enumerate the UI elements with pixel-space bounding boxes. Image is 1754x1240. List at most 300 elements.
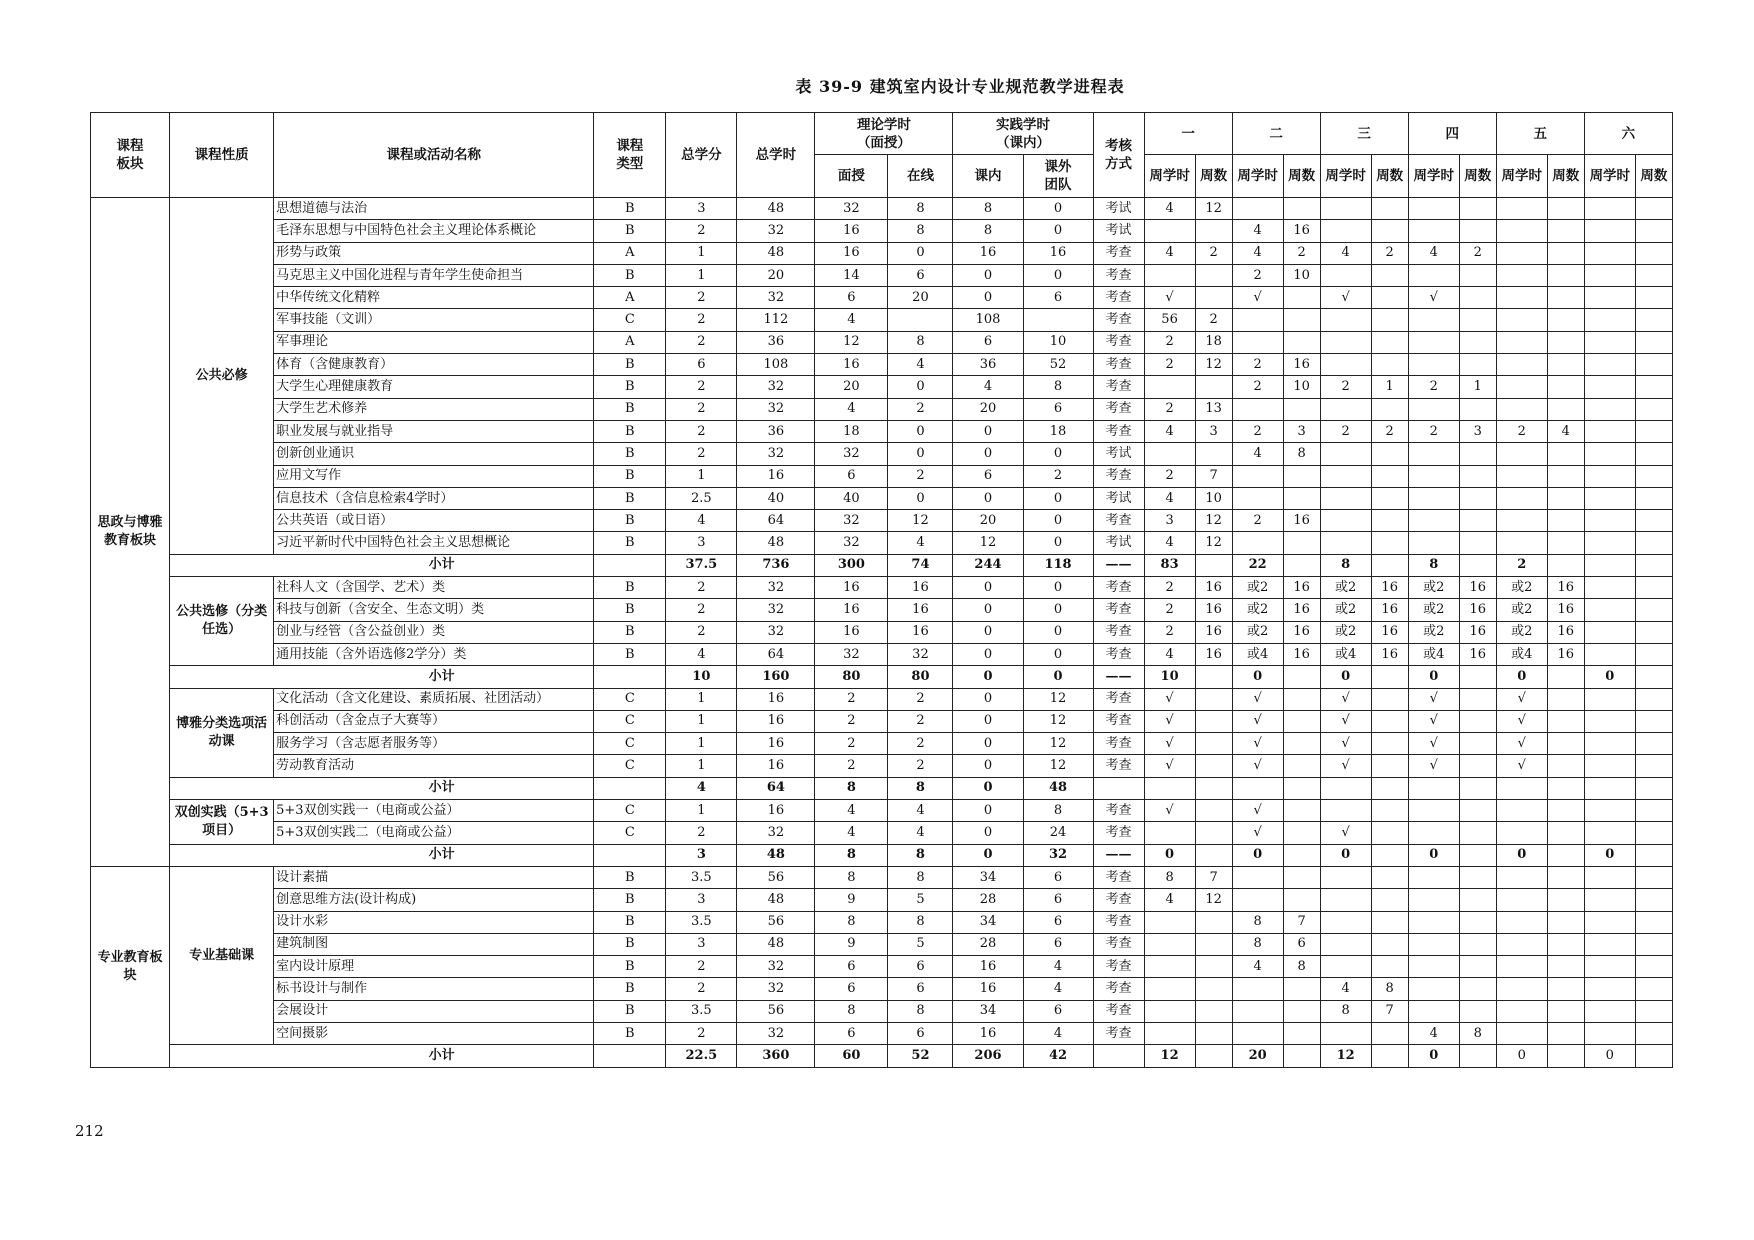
s4-week-hours xyxy=(1408,309,1459,331)
s1-week-hours: 4 xyxy=(1144,889,1195,911)
table-row xyxy=(91,532,1673,554)
s1-week-hours: √ xyxy=(1144,710,1195,732)
practice-outside: 12 xyxy=(1023,710,1093,732)
practice-outside: 0 xyxy=(1023,510,1093,532)
course-type: B xyxy=(594,420,666,442)
s1-week-hours xyxy=(1144,220,1195,242)
s4-week-hours xyxy=(1408,978,1459,1000)
s4-weeks xyxy=(1459,933,1496,955)
total-hours: 32 xyxy=(737,376,815,398)
practice-in-class: 0 xyxy=(953,621,1023,643)
s5-week-hours xyxy=(1496,198,1547,220)
s2-week-hours xyxy=(1232,331,1283,353)
exam-method: 考试 xyxy=(1093,198,1144,220)
s3-week-hours xyxy=(1320,487,1371,509)
practice-outside: 0 xyxy=(1023,599,1093,621)
total-hours: 36 xyxy=(737,420,815,442)
theory-online: 2 xyxy=(888,688,953,710)
table-row xyxy=(91,800,1673,822)
total-credits: 1 xyxy=(666,242,737,264)
course-type: B xyxy=(594,465,666,487)
table-row xyxy=(91,956,1673,978)
course-type: B xyxy=(594,198,666,220)
s2-week-hours: √ xyxy=(1232,688,1283,710)
theory-face: 6 xyxy=(815,956,888,978)
table-row xyxy=(91,710,1673,732)
theory-face: 8 xyxy=(815,1000,888,1022)
subtotal-s3-weeks xyxy=(1371,777,1408,799)
practice-outside: 6 xyxy=(1023,1000,1093,1022)
theory-online: 4 xyxy=(888,800,953,822)
subtotal-s1-week-hours: 10 xyxy=(1144,666,1195,688)
s6-weeks xyxy=(1635,510,1672,532)
s3-week-hours: 或2 xyxy=(1320,577,1371,599)
s3-week-hours: √ xyxy=(1320,755,1371,777)
s4-week-hours xyxy=(1408,956,1459,978)
s3-weeks xyxy=(1371,532,1408,554)
s4-week-hours xyxy=(1408,331,1459,353)
table-row xyxy=(91,1022,1673,1044)
s1-weeks: 16 xyxy=(1195,599,1232,621)
subtotal-row xyxy=(91,844,1673,866)
total-hours: 56 xyxy=(737,1000,815,1022)
s2-weeks xyxy=(1283,287,1320,309)
practice-in-class: 8 xyxy=(953,220,1023,242)
theory-face: 4 xyxy=(815,309,888,331)
s1-week-hours: 2 xyxy=(1144,577,1195,599)
total-credits: 2 xyxy=(666,599,737,621)
exam-method: 考试 xyxy=(1093,220,1144,242)
s6-weeks xyxy=(1635,710,1672,732)
subtotal-s2-weeks xyxy=(1283,777,1320,799)
total-credits: 3 xyxy=(666,532,737,554)
table-row xyxy=(91,577,1673,599)
exam-method: 考试 xyxy=(1093,532,1144,554)
s6-weeks xyxy=(1635,800,1672,822)
s6-weeks xyxy=(1635,911,1672,933)
s6-week-hours xyxy=(1584,465,1635,487)
course-name: 创意思维方法(设计构成) xyxy=(274,889,594,911)
s4-weeks xyxy=(1459,866,1496,888)
subtotal-online: 8 xyxy=(888,777,953,799)
s2-weeks: 16 xyxy=(1283,643,1320,665)
subtotal-label: 小计 xyxy=(170,777,594,799)
s3-week-hours xyxy=(1320,889,1371,911)
header-exam: 考核 方式 xyxy=(1093,113,1144,198)
s4-week-hours xyxy=(1408,487,1459,509)
header-weeks: 周数 xyxy=(1371,155,1408,198)
table-row xyxy=(91,599,1673,621)
subtotal-outside: 118 xyxy=(1023,554,1093,576)
total-credits: 3 xyxy=(666,198,737,220)
theory-online: 20 xyxy=(888,287,953,309)
s4-week-hours: √ xyxy=(1408,688,1459,710)
exam-method: 考试 xyxy=(1093,487,1144,509)
page-number: 212 xyxy=(75,1122,104,1140)
s3-week-hours xyxy=(1320,220,1371,242)
s1-weeks xyxy=(1195,688,1232,710)
subtotal-s1-week-hours xyxy=(1144,777,1195,799)
s4-weeks xyxy=(1459,510,1496,532)
s1-weeks xyxy=(1195,911,1232,933)
s5-week-hours xyxy=(1496,933,1547,955)
s6-weeks xyxy=(1635,287,1672,309)
nature-cell: 公共选修（分类任选） xyxy=(170,577,274,666)
practice-in-class: 0 xyxy=(953,688,1023,710)
course-type: B xyxy=(594,911,666,933)
s1-weeks: 10 xyxy=(1195,487,1232,509)
course-type: B xyxy=(594,264,666,286)
s1-weeks xyxy=(1195,1000,1232,1022)
s2-weeks xyxy=(1283,465,1320,487)
course-type: B xyxy=(594,933,666,955)
table-row xyxy=(91,487,1673,509)
practice-in-class: 6 xyxy=(953,465,1023,487)
course-type: B xyxy=(594,354,666,376)
practice-in-class: 0 xyxy=(953,643,1023,665)
table-row xyxy=(91,755,1673,777)
subtotal-s6-weeks xyxy=(1635,777,1672,799)
s5-week-hours xyxy=(1496,911,1547,933)
practice-in-class: 0 xyxy=(953,710,1023,732)
s1-week-hours: 2 xyxy=(1144,354,1195,376)
subtotal-s1-week-hours: 83 xyxy=(1144,554,1195,576)
s2-week-hours: √ xyxy=(1232,822,1283,844)
s1-weeks xyxy=(1195,443,1232,465)
course-type: B xyxy=(594,398,666,420)
total-hours: 40 xyxy=(737,487,815,509)
s2-week-hours: 4 xyxy=(1232,443,1283,465)
s1-weeks xyxy=(1195,710,1232,732)
theory-face: 6 xyxy=(815,1022,888,1044)
s3-weeks: 7 xyxy=(1371,1000,1408,1022)
s6-weeks xyxy=(1635,420,1672,442)
s4-week-hours: 或2 xyxy=(1408,621,1459,643)
course-name: 大学生艺术修养 xyxy=(274,398,594,420)
s1-weeks xyxy=(1195,220,1232,242)
subtotal-s3-weeks xyxy=(1371,554,1408,576)
s3-week-hours: 2 xyxy=(1320,376,1371,398)
table-row xyxy=(91,420,1673,442)
s4-week-hours: 或4 xyxy=(1408,643,1459,665)
subtotal-hours: 160 xyxy=(737,666,815,688)
s3-week-hours: 4 xyxy=(1320,978,1371,1000)
header-weeks: 周数 xyxy=(1283,155,1320,198)
exam-method: 考查 xyxy=(1093,287,1144,309)
theory-online: 8 xyxy=(888,911,953,933)
exam-method: 考查 xyxy=(1093,599,1144,621)
s3-weeks xyxy=(1371,398,1408,420)
course-name: 中华传统文化精粹 xyxy=(274,287,594,309)
practice-in-class: 6 xyxy=(953,331,1023,353)
course-name: 科技与创新（含安全、生态文明）类 xyxy=(274,599,594,621)
s6-weeks xyxy=(1635,978,1672,1000)
theory-face: 12 xyxy=(815,331,888,353)
subtotal-s4-weeks xyxy=(1459,777,1496,799)
practice-in-class: 0 xyxy=(953,420,1023,442)
theory-face: 40 xyxy=(815,487,888,509)
total-hours: 32 xyxy=(737,577,815,599)
subtotal-in-class: 0 xyxy=(953,777,1023,799)
s6-weeks xyxy=(1635,309,1672,331)
total-hours: 32 xyxy=(737,621,815,643)
s1-weeks: 13 xyxy=(1195,398,1232,420)
header-weeks: 周数 xyxy=(1547,155,1584,198)
s1-week-hours: 4 xyxy=(1144,242,1195,264)
s1-weeks: 12 xyxy=(1195,889,1232,911)
practice-outside: 6 xyxy=(1023,287,1093,309)
s4-week-hours: √ xyxy=(1408,287,1459,309)
s4-weeks xyxy=(1459,220,1496,242)
subtotal-s3-week-hours: 8 xyxy=(1320,554,1371,576)
s1-weeks xyxy=(1195,755,1232,777)
header-theory: 理论学时 （面授） xyxy=(815,113,953,155)
course-name: 公共英语（或日语） xyxy=(274,510,594,532)
course-name: 创新创业通识 xyxy=(274,443,594,465)
s2-weeks: 7 xyxy=(1283,911,1320,933)
page-title: 表 39-9 建筑室内设计专业规范教学进程表 xyxy=(795,77,1125,96)
s6-week-hours xyxy=(1584,264,1635,286)
s6-weeks xyxy=(1635,354,1672,376)
subtotal-s5-week-hours: 0 xyxy=(1496,844,1547,866)
s2-weeks xyxy=(1283,755,1320,777)
s4-weeks xyxy=(1459,733,1496,755)
exam-method: 考查 xyxy=(1093,309,1144,331)
s1-weeks: 16 xyxy=(1195,621,1232,643)
course-name: 科创活动（含金点子大赛等） xyxy=(274,710,594,732)
theory-online: 2 xyxy=(888,398,953,420)
s3-week-hours: 4 xyxy=(1320,242,1371,264)
subtotal-s4-weeks xyxy=(1459,554,1496,576)
s4-weeks xyxy=(1459,956,1496,978)
table-row xyxy=(91,822,1673,844)
course-name: 创业与经管（含公益创业）类 xyxy=(274,621,594,643)
practice-in-class: 16 xyxy=(953,1022,1023,1044)
course-name: 毛泽东思想与中国特色社会主义理论体系概论 xyxy=(274,220,594,242)
practice-outside: 0 xyxy=(1023,198,1093,220)
total-credits: 1 xyxy=(666,688,737,710)
s1-week-hours xyxy=(1144,443,1195,465)
s2-week-hours xyxy=(1232,889,1283,911)
theory-face: 8 xyxy=(815,866,888,888)
subtotal-in-class: 244 xyxy=(953,554,1023,576)
subtotal-s1-week-hours: 12 xyxy=(1144,1045,1195,1067)
theory-online: 0 xyxy=(888,443,953,465)
s5-week-hours xyxy=(1496,532,1547,554)
s4-week-hours xyxy=(1408,510,1459,532)
theory-online: 0 xyxy=(888,487,953,509)
theory-face: 8 xyxy=(815,911,888,933)
s1-weeks: 12 xyxy=(1195,532,1232,554)
practice-in-class: 36 xyxy=(953,354,1023,376)
s4-weeks xyxy=(1459,889,1496,911)
s6-week-hours xyxy=(1584,866,1635,888)
practice-outside: 0 xyxy=(1023,643,1093,665)
s5-weeks xyxy=(1547,398,1584,420)
subtotal-credits: 4 xyxy=(666,777,737,799)
s6-weeks xyxy=(1635,487,1672,509)
s4-weeks xyxy=(1459,822,1496,844)
subtotal-s4-week-hours: 0 xyxy=(1408,1045,1459,1067)
s4-weeks: 16 xyxy=(1459,621,1496,643)
s5-week-hours: √ xyxy=(1496,733,1547,755)
nature-cell: 博雅分类选项活动课 xyxy=(170,688,274,777)
subtotal-s6-weeks xyxy=(1635,844,1672,866)
subtotal-s4-week-hours: 0 xyxy=(1408,844,1459,866)
theory-face: 32 xyxy=(815,643,888,665)
course-type: B xyxy=(594,866,666,888)
subtotal-s2-week-hours: 20 xyxy=(1232,1045,1283,1067)
s3-week-hours: √ xyxy=(1320,710,1371,732)
subtotal-s3-week-hours: 0 xyxy=(1320,844,1371,866)
nature-cell: 专业基础课 xyxy=(170,866,274,1044)
s2-weeks xyxy=(1283,532,1320,554)
course-name: 5+3双创实践二（电商或公益） xyxy=(274,822,594,844)
s5-week-hours xyxy=(1496,487,1547,509)
theory-face: 16 xyxy=(815,599,888,621)
total-credits: 1 xyxy=(666,733,737,755)
s1-week-hours: 2 xyxy=(1144,331,1195,353)
s5-week-hours xyxy=(1496,1000,1547,1022)
subtotal-exam xyxy=(1093,1045,1144,1067)
header-week-hours: 周学时 xyxy=(1144,155,1195,198)
s6-week-hours xyxy=(1584,710,1635,732)
header-semester-2: 二 xyxy=(1232,113,1320,155)
exam-method: 考查 xyxy=(1093,354,1144,376)
total-hours: 48 xyxy=(737,889,815,911)
practice-outside: 24 xyxy=(1023,822,1093,844)
s5-week-hours xyxy=(1496,242,1547,264)
s1-week-hours: √ xyxy=(1144,800,1195,822)
s4-weeks xyxy=(1459,487,1496,509)
course-name: 军事技能（文训） xyxy=(274,309,594,331)
total-credits: 3 xyxy=(666,889,737,911)
s1-weeks xyxy=(1195,956,1232,978)
s6-weeks xyxy=(1635,688,1672,710)
exam-method: 考查 xyxy=(1093,956,1144,978)
subtotal-face: 8 xyxy=(815,844,888,866)
course-type: B xyxy=(594,1000,666,1022)
s5-weeks xyxy=(1547,733,1584,755)
s3-week-hours xyxy=(1320,1022,1371,1044)
s1-week-hours: 2 xyxy=(1144,398,1195,420)
table-row xyxy=(91,621,1673,643)
s2-weeks xyxy=(1283,710,1320,732)
theory-online: 6 xyxy=(888,956,953,978)
table-row xyxy=(91,220,1673,242)
subtotal-outside: 48 xyxy=(1023,777,1093,799)
s3-week-hours xyxy=(1320,398,1371,420)
s1-weeks: 2 xyxy=(1195,309,1232,331)
s4-week-hours xyxy=(1408,911,1459,933)
subtotal-s3-week-hours: 12 xyxy=(1320,1045,1371,1067)
s1-week-hours: √ xyxy=(1144,755,1195,777)
s6-week-hours xyxy=(1584,287,1635,309)
theory-face: 20 xyxy=(815,376,888,398)
s4-weeks xyxy=(1459,264,1496,286)
s2-weeks xyxy=(1283,309,1320,331)
subtotal-online: 74 xyxy=(888,554,953,576)
subtotal-type xyxy=(594,554,666,576)
s4-week-hours: 或2 xyxy=(1408,577,1459,599)
table-row xyxy=(91,242,1673,264)
exam-method: 考查 xyxy=(1093,621,1144,643)
s4-weeks xyxy=(1459,688,1496,710)
s5-weeks xyxy=(1547,978,1584,1000)
s2-weeks: 16 xyxy=(1283,621,1320,643)
s6-weeks xyxy=(1635,599,1672,621)
subtotal-s5-weeks xyxy=(1547,777,1584,799)
total-hours: 32 xyxy=(737,443,815,465)
theory-face: 6 xyxy=(815,978,888,1000)
s3-weeks xyxy=(1371,889,1408,911)
s6-week-hours xyxy=(1584,822,1635,844)
subtotal-outside: 32 xyxy=(1023,844,1093,866)
total-credits: 3.5 xyxy=(666,1000,737,1022)
s5-weeks xyxy=(1547,911,1584,933)
subtotal-outside: 0 xyxy=(1023,666,1093,688)
course-name: 空间摄影 xyxy=(274,1022,594,1044)
s6-week-hours xyxy=(1584,688,1635,710)
subtotal-s2-weeks xyxy=(1283,844,1320,866)
s3-weeks xyxy=(1371,487,1408,509)
subtotal-s2-weeks xyxy=(1283,666,1320,688)
s4-weeks xyxy=(1459,443,1496,465)
total-credits: 6 xyxy=(666,354,737,376)
s6-week-hours xyxy=(1584,242,1635,264)
s6-week-hours xyxy=(1584,1000,1635,1022)
subtotal-s2-week-hours: 22 xyxy=(1232,554,1283,576)
exam-method: 考查 xyxy=(1093,866,1144,888)
total-hours: 36 xyxy=(737,331,815,353)
s1-weeks xyxy=(1195,376,1232,398)
exam-method: 考查 xyxy=(1093,911,1144,933)
s5-weeks xyxy=(1547,443,1584,465)
s4-weeks: 16 xyxy=(1459,577,1496,599)
s4-weeks: 2 xyxy=(1459,242,1496,264)
s3-week-hours: 2 xyxy=(1320,420,1371,442)
s1-weeks xyxy=(1195,800,1232,822)
s1-week-hours: 3 xyxy=(1144,510,1195,532)
s2-weeks xyxy=(1283,733,1320,755)
s5-week-hours xyxy=(1496,287,1547,309)
s4-week-hours xyxy=(1408,264,1459,286)
practice-in-class: 8 xyxy=(953,198,1023,220)
course-type: B xyxy=(594,532,666,554)
subtotal-face: 300 xyxy=(815,554,888,576)
practice-outside: 6 xyxy=(1023,866,1093,888)
total-hours: 56 xyxy=(737,911,815,933)
s6-week-hours xyxy=(1584,755,1635,777)
practice-in-class: 108 xyxy=(953,309,1023,331)
table-row xyxy=(91,1000,1673,1022)
s3-week-hours xyxy=(1320,510,1371,532)
course-type: B xyxy=(594,510,666,532)
s2-weeks xyxy=(1283,866,1320,888)
s2-weeks xyxy=(1283,1000,1320,1022)
theory-online: 12 xyxy=(888,510,953,532)
subtotal-exam: —— xyxy=(1093,554,1144,576)
s5-weeks xyxy=(1547,822,1584,844)
s4-weeks xyxy=(1459,465,1496,487)
theory-online: 16 xyxy=(888,621,953,643)
s3-weeks xyxy=(1371,733,1408,755)
table-row xyxy=(91,911,1673,933)
theory-face: 2 xyxy=(815,688,888,710)
practice-outside: 4 xyxy=(1023,978,1093,1000)
total-credits: 2 xyxy=(666,309,737,331)
s3-week-hours: √ xyxy=(1320,287,1371,309)
